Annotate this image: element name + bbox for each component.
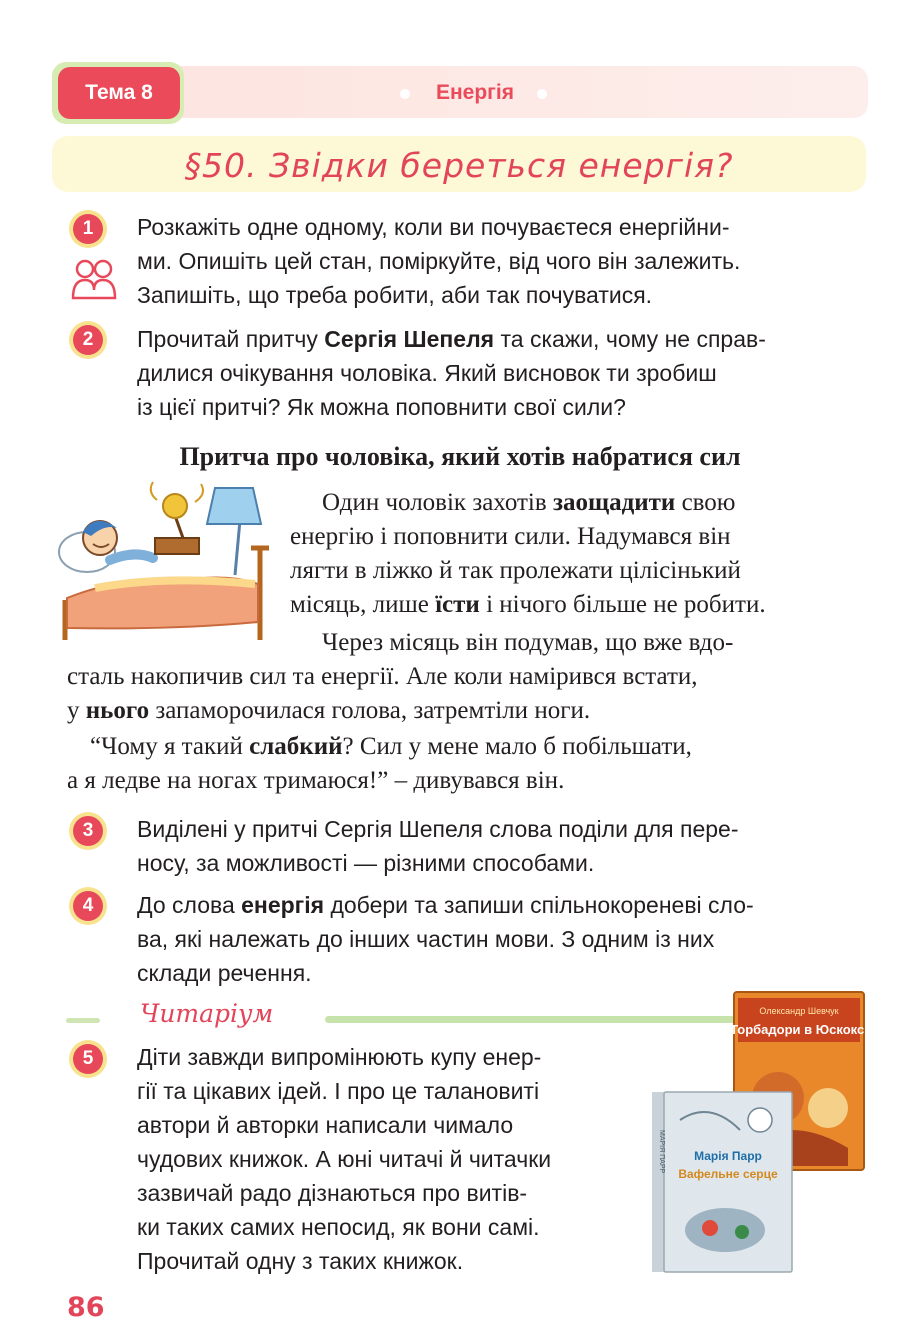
task-number-2: 2 bbox=[73, 325, 103, 355]
book-cover-vafelne-sertse bbox=[650, 1090, 795, 1275]
book2-spine: МАРІЯ ПАРР bbox=[658, 1130, 665, 1174]
book2-author: Марія Парр bbox=[694, 1149, 762, 1163]
section-rule-right bbox=[325, 1016, 738, 1023]
task-2-line: дилися очікування чоловіка. Який висновок ти зробиш bbox=[137, 360, 717, 386]
book1-author: Олександр Шевчук bbox=[759, 1006, 839, 1016]
highlighted-word: енергія bbox=[241, 892, 325, 918]
parable-p3-line2: а я ледве на ногах тримаюся!” – дивувався він. bbox=[67, 767, 565, 794]
task-5-line: Діти завжди випромінюють купу енер- bbox=[137, 1044, 542, 1070]
task-3-text bbox=[137, 812, 857, 880]
task-2-line: із цієї притчі? Як можна поповнити свої сили? bbox=[137, 394, 626, 420]
unit-title: Енергія bbox=[435, 81, 515, 104]
parable-p2-line3: у нього запаморочилася голова, затремтіли ноги. bbox=[67, 697, 591, 724]
task-number-5: 5 bbox=[73, 1044, 103, 1074]
parable-p2-line2: сталь накопичив сил та енергії. Але коли намірився встати, bbox=[67, 663, 698, 690]
task-5-line: гії та цікавих ідей. І про це талановиті bbox=[137, 1078, 540, 1104]
parable-p1-line3: лягти в ліжко й так пролежати цілісінький bbox=[290, 557, 741, 584]
task-4-line: До слова енергія добери та запиши спільнокореневі сло- bbox=[137, 892, 754, 918]
parable-title: Притча про чоловіка, який хотів набратися сил bbox=[179, 442, 741, 471]
task-5-line: чудових книжок. А юні читачі й читачки bbox=[137, 1146, 552, 1172]
task-2-text bbox=[137, 322, 857, 424]
book2-title: Вафельне серце bbox=[678, 1167, 778, 1181]
task-5-line: зазвичай радо дізнаються про витів- bbox=[137, 1180, 528, 1206]
topic-badge: Тема 8 bbox=[58, 67, 180, 119]
parable-p1-line1: Один чоловік захотів заощадити свою bbox=[322, 489, 736, 516]
author-name: Сергія Шепеля bbox=[324, 326, 495, 352]
task-1-line: Запишіть, що треба робити, аби так почуватися. bbox=[137, 282, 653, 308]
pair-work-icon bbox=[70, 258, 118, 302]
task-4-line: склади речення. bbox=[137, 960, 312, 986]
section-title-chytarium: Читаріум bbox=[140, 999, 274, 1028]
paragraph-title: §50. Звідки береться енергія? bbox=[184, 146, 734, 185]
parable-p1-line2: енергію і поповнити сили. Надумався він bbox=[290, 523, 731, 550]
task-1-text bbox=[137, 210, 857, 312]
task-4-text bbox=[137, 888, 857, 990]
task-5-line: Прочитай одну з таких книжок. bbox=[137, 1248, 464, 1274]
task-1-line: Розкажіть одне одному, коли ви почуваєтеся енергійни- bbox=[137, 214, 730, 240]
task-5-text bbox=[137, 1040, 637, 1278]
bullet-dot-right bbox=[537, 89, 547, 99]
task-3-line: носу, за можливості — різними способами. bbox=[137, 850, 595, 876]
parable-p3-line1: “Чому я такий слабкий? Сил у мене мало б побільшати, bbox=[90, 733, 692, 760]
task-4-line: ва, які належать до інших частин мови. З одним із них bbox=[137, 926, 715, 952]
man-in-bed-illustration bbox=[55, 480, 273, 645]
page-number: 86 bbox=[67, 1292, 105, 1323]
book1-title: Торбадори в Юскоксі bbox=[730, 1022, 868, 1037]
task-2-line: Прочитай притчу Сергія Шепеля та скажи, чому не справ- bbox=[137, 326, 766, 352]
task-5-line: ки таких самих непосид, як вони самі. bbox=[137, 1214, 540, 1240]
parable-p2-line1: Через місяць він подумав, що вже вдо- bbox=[322, 629, 734, 656]
task-3-line: Виділені у притчі Сергія Шепеля слова поділи для пере- bbox=[137, 816, 739, 842]
parable-p1-line4: місяць, лише їсти і нічого більше не робити. bbox=[290, 591, 766, 618]
task-number-4: 4 bbox=[73, 891, 103, 921]
task-number-3: 3 bbox=[73, 816, 103, 846]
task-1-line: ми. Опишіть цей стан, поміркуйте, від чого він залежить. bbox=[137, 248, 741, 274]
task-number-1: 1 bbox=[73, 214, 103, 244]
task-5-line: автори й авторки написали чимало bbox=[137, 1112, 514, 1138]
section-rule-left bbox=[66, 1018, 100, 1023]
